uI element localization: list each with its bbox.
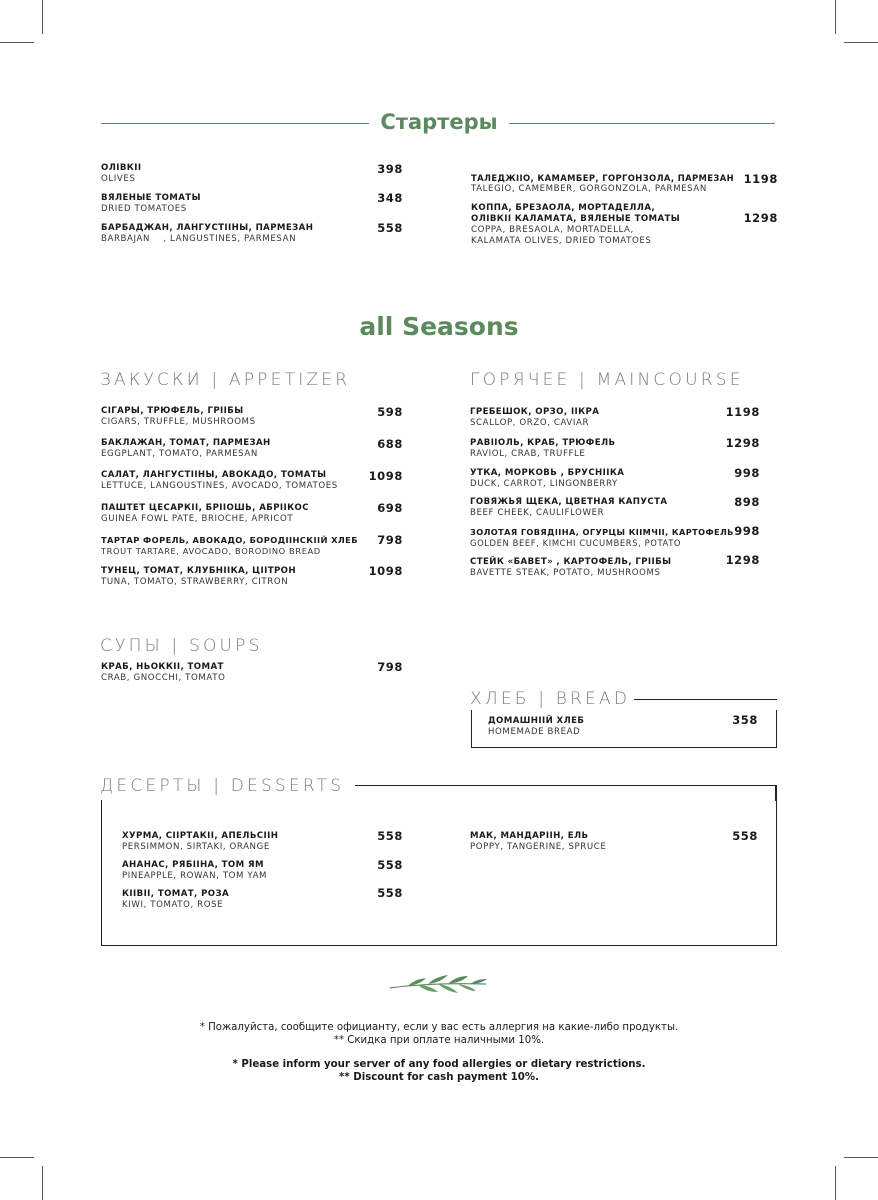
menu-item [470,407,599,429]
item-price: 688 [377,437,403,451]
item-name-ru: СТЕЙК «БАВЕТ» , КАРТОФЕЛЬ, ГРІІБЫ [470,557,672,567]
item-name-ru: КОППА, БРЕЗАОЛА, МОРТАДЕЛЛА, [471,203,656,213]
menu-item [101,406,256,428]
item-name-ru: ПАШТЕТ ЦЕСАРКІІ, БРІІОШЬ, АБРІІКОС [101,503,309,513]
menu-item [101,438,271,460]
item-name-en: DUCK, CARROT, LINGONBERRY [470,479,618,489]
item-price: 598 [377,405,403,419]
crop-mark [0,1157,34,1158]
menu-item [101,223,313,245]
menu-item [101,535,358,557]
menu-item [101,163,141,185]
olive-branch-icon [388,970,490,998]
item-name-en-line2: KALAMATA OLIVES, DRIED TOMATOES [471,236,652,246]
menu-item [101,503,309,525]
item-name-ru: ТАЛЕДЖІІО, КАМАМБЕР, ГОРГОНЗОЛА, ПАРМЕЗАН [471,173,735,183]
menu-item [101,470,338,492]
item-name-ru: ОЛІВКІІ [101,163,142,173]
crop-mark [0,42,34,43]
menu-item [470,438,615,460]
item-price: 998 [734,466,760,480]
item-price: 1098 [368,469,403,483]
seasons-title: all Seasons [359,312,519,341]
menu-item [470,557,671,579]
crop-mark [844,42,878,43]
item-price: 1298 [725,553,760,567]
discount-note-en: ** Discount for cash payment 10%. [339,1072,539,1083]
item-name-en: BAVETTE STEAK, POTATO, MUSHROOMS [470,568,661,578]
item-name-en: PINEAPPLE, ROWAN, TOM YAM [122,871,268,881]
item-price: 898 [734,495,760,509]
menu-item [101,662,225,684]
crop-mark [835,1166,836,1200]
menu-item [122,860,267,882]
item-name-ru: ГОВЯЖЬЯ ЩЕКА, ЦВЕТНАЯ КАПУСТА [470,497,668,507]
item-price: 558 [377,221,403,235]
item-price: 1198 [743,172,778,186]
menu-item [470,497,667,519]
item-name-en: BARBAJAN , LANGUSTINES, PARMESAN [101,234,297,244]
appetizer-title: ЗАКУСКИ | APPETIZER [100,370,351,390]
item-name-en: TALEGIO, CAMEMBER, GORGONZOLA, PARMESAN [471,184,707,194]
item-name-ru: ТАРТАР ФОРЕЛЬ, АВОКАДО, БОРОДІІНСКІІЙ ХЛЕБ [101,535,358,545]
bread-title: ХЛЕБ | BREAD [470,689,631,709]
item-price: 558 [377,886,403,900]
item-name-ru: ТУНЕЦ, ТОМАТ, КЛУБНІІКА, ЦІІТРОН [101,566,296,576]
item-name-ru: БАРБАДЖАН, ЛАНГУСТІІНЫ, ПАРМЕЗАН [101,223,314,233]
item-name-ru: АНАНАС, РЯБІІНА, ТОМ ЯМ [122,860,264,870]
item-name-ru: ГРЕБЕШОК, ОРЗО, ІІКРА [470,407,600,417]
item-price: 398 [377,162,403,176]
item-name-en: TUNA, TOMATO, STRAWBERRY, CITRON [101,577,289,587]
item-name-ru: КРАБ, НЬОККІІ, ТОМАТ [101,662,224,672]
crop-mark [844,1157,878,1158]
desserts-box-corner [775,785,777,801]
item-name-en: GOLDEN BEEF, KIMCHI CUCUMBERS, POTATO [470,538,682,548]
item-name-ru: САЛАТ, ЛАНГУСТІІНЫ, АВОКАДО, ТОМАТЫ [101,470,327,480]
item-price: 558 [377,858,403,872]
item-name-en: OLIVES [101,174,136,184]
item-name-en: BEEF CHEEK, CAULIFLOWER [470,508,605,518]
item-price: 348 [377,191,403,205]
item-price: 558 [377,829,403,843]
item-price: 798 [377,533,403,547]
item-name-ru: СІГАРЫ, ТРЮФЕЛЬ, ГРІІБЫ [101,406,244,416]
item-name-en: CIGARS, TRUFFLE, MUSHROOMS [101,417,256,427]
item-price: 1198 [725,405,760,419]
menu-item [470,527,734,549]
allergy-note-ru: * Пожалуйста, сообщите официанту, если у вас есть аллергия на какие-либо продукты. [199,1022,679,1033]
item-name-en: POPPY, TANGERINE, SPRUCE [470,842,607,852]
item-name-en: RAVIOL, CRAB, TRUFFLE [470,449,586,459]
item-name-ru-line2: ОЛІВКІІ КАЛАМАТА, ВЯЛЕНЫЕ ТОМАТЫ [471,214,681,224]
item-name-ru: ВЯЛЕНЫЕ ТОМАТЫ [101,193,201,203]
item-price: 1298 [743,211,778,225]
item-price: 358 [732,713,758,727]
item-price: 998 [734,524,760,538]
bread-box-top-rule [634,699,777,700]
item-price: 1098 [368,564,403,578]
menu-item [471,203,680,247]
item-name-en: EGGPLANT, TOMATO, PARMESAN [101,449,258,459]
discount-note-ru: ** Скидка при оплате наличными 10%. [333,1035,545,1046]
item-name-ru: ХУРМА, СІІРТАКІІ, АПЕЛЬСІІН [122,831,279,841]
item-name-ru: БАКЛАЖАН, ТОМАТ, ПАРМЕЗАН [101,438,271,448]
menu-item [470,831,606,853]
item-name-ru: РАВІІОЛЬ, КРАБ, ТРЮФЕЛЬ [470,438,616,448]
menu-item [122,831,278,853]
menu-item [488,716,584,738]
menu-item [471,173,734,195]
item-price: 1298 [725,436,760,450]
item-name-en: HOMEMADE BREAD [488,727,581,737]
item-name-en: LETTUCE, LANGOUSTINES, AVOCADO, TOMATOES [101,481,338,491]
item-price: 558 [732,829,758,843]
item-name-en: SCALLOP, ORZO, CAVIAR [470,418,590,428]
menu-item [122,889,229,911]
item-name-ru: ЗОЛОТАЯ ГОВЯДІІНА, ОГУРЦЫ КІІМЧІІ, КАРТОФЕЛЬ [470,527,734,537]
item-name-en: GUINEA FOWL PATE, BRIOCHE, APRICOT [101,514,294,524]
item-name-ru: УТКА, МОРКОВЬ , БРУСНІІКА [470,468,625,478]
menu-item [470,468,624,490]
item-name-en: COPPA, BRESAOLA, MORTADELLA, [471,225,634,235]
item-name-ru: МАК, МАНДАРІІН, ЕЛЬ [470,831,589,841]
crop-mark [835,0,836,34]
menu-item [101,566,296,588]
desserts-title: ДЕСЕРТЫ | DESSERTS [100,776,345,796]
starters-title: Стартеры [380,110,498,134]
item-name-en: KIWI, TOMATO, ROSE [122,900,224,910]
maincourse-title: ГОРЯЧЕЕ | MAINCOURSE [470,370,744,390]
allergy-note-en: * Please inform your server of any food allergies or dietary restrictions. [232,1059,646,1070]
item-name-en: CRAB, GNOCCHI, TOMATO [101,673,226,683]
crop-mark [42,1166,43,1200]
item-name-ru: КІІВІІ, ТОМАТ, РОЗА [122,889,230,899]
item-price: 698 [377,501,403,515]
desserts-box-top-rule [355,785,777,786]
item-name-en: DRIED TOMATOES [101,204,187,214]
item-name-ru: ДОМАШНІІЙ ХЛЕБ [488,716,585,726]
menu-item [101,193,201,215]
crop-mark [42,0,43,34]
soups-title: СУПЫ | SOUPS [100,636,263,656]
item-name-en: TROUT TARTARE, AVOCADO, BORODINO BREAD [101,546,321,556]
item-name-en: PERSIMMON, SIRTAKI, ORANGE [122,842,270,852]
item-price: 798 [377,660,403,674]
